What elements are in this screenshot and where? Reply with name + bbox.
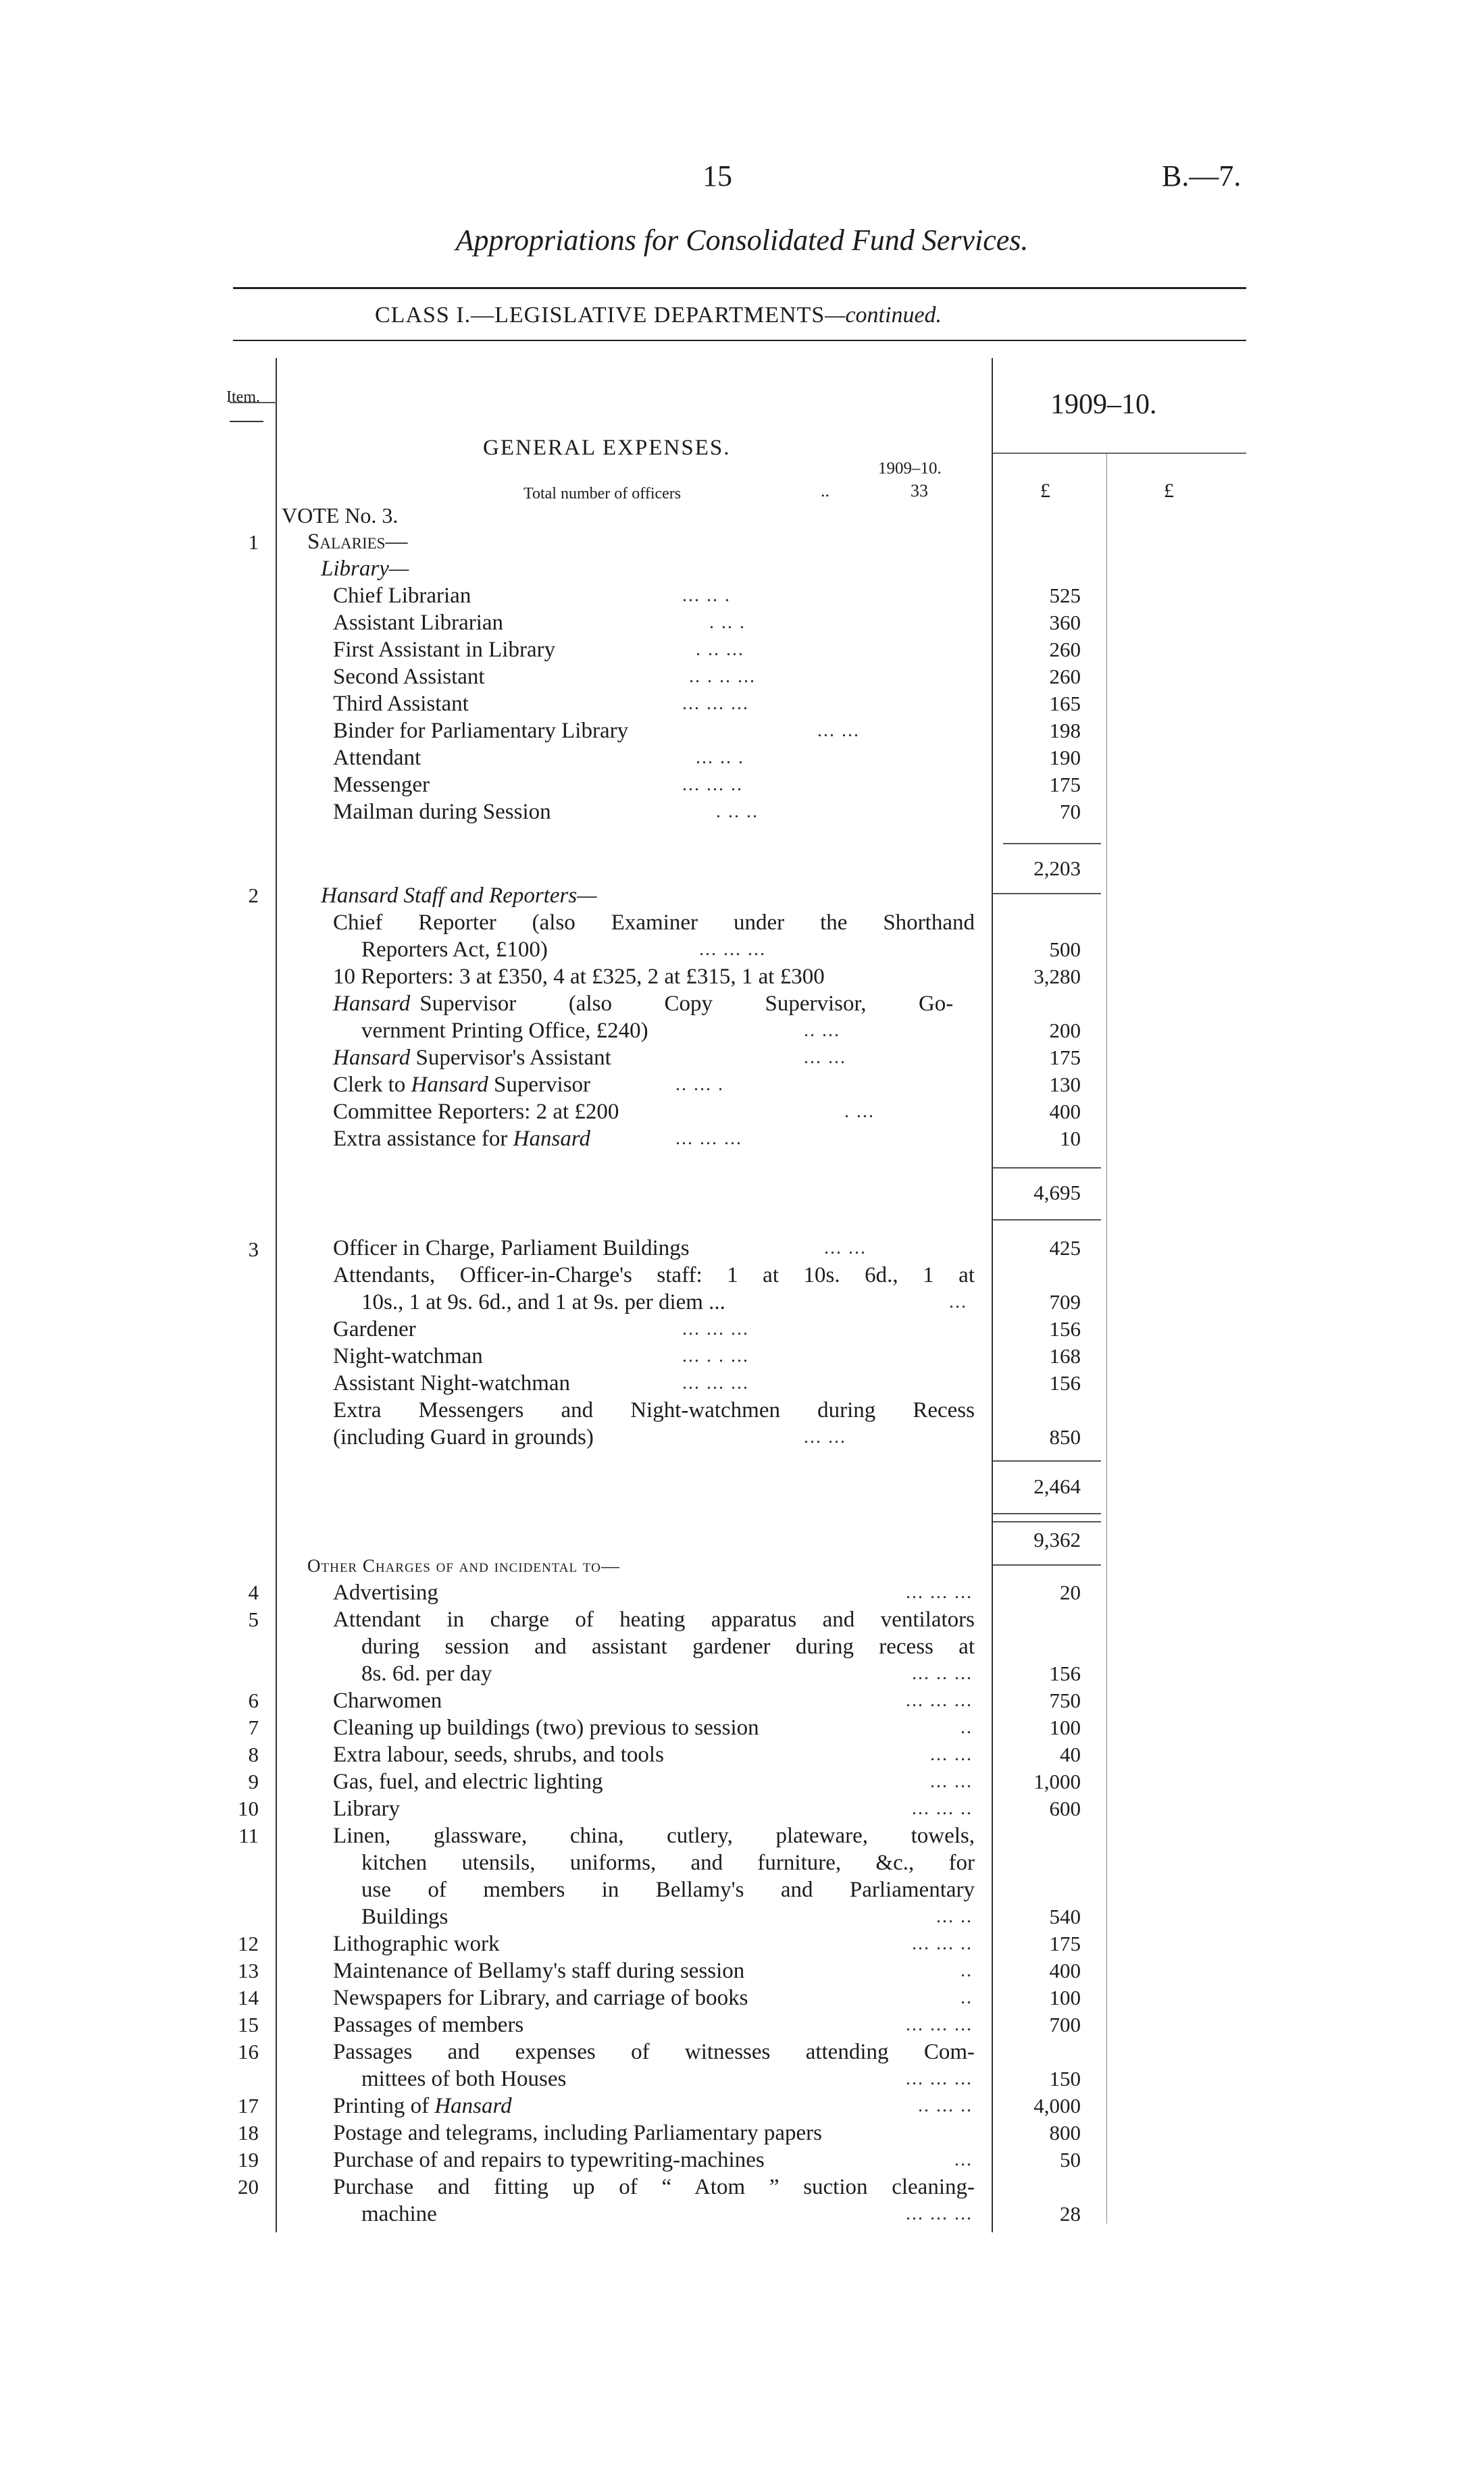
amount: 200 — [1049, 1019, 1081, 1042]
pound-symbol-2: £ — [1164, 480, 1174, 502]
other-charge-text: Gas, fuel, and electric lighting — [333, 1770, 603, 1794]
hansard-item-text: Supervisor (also Copy Supervisor, Go- — [419, 992, 954, 1016]
item-number: 17 — [238, 2094, 259, 2118]
other-charge-text: 8s. 6d. per day — [361, 1662, 492, 1686]
leader-dots: .. — [961, 1960, 973, 1981]
amount: 400 — [1049, 1959, 1081, 1982]
amount: 156 — [1049, 1371, 1081, 1395]
subtotal-rule — [993, 1521, 1101, 1522]
item-number: 4 — [248, 1581, 259, 1604]
leader-dots: ... ... — [817, 720, 860, 741]
buildings-item-text: Assistant Night-watchman — [333, 1371, 571, 1395]
amount: 500 — [1049, 938, 1081, 961]
leader-dots: ... .. — [936, 1906, 973, 1927]
library-item-label: Attendant — [333, 746, 421, 770]
item-number: 9 — [248, 1770, 259, 1793]
amount: 260 — [1049, 665, 1081, 688]
buildings-item-text: Attendants, Officer-in-Charge's staff: 1 at 10s. 6d., 1 at — [333, 1263, 975, 1287]
leader-dots: ... ... — [824, 1237, 867, 1258]
leader-dots: ... ... ... — [906, 2068, 973, 2089]
buildings-item-text: 10s., 1 at 9s. 6d., and 1 at 9s. per diem ... — [361, 1290, 725, 1314]
hansard-term: Hansard — [434, 2094, 512, 2118]
library-item-label: Binder for Parliamentary Library — [333, 719, 629, 743]
leader-dots: ... ... ... — [682, 1372, 749, 1393]
other-charge-text: Linen, glassware, china, cutlery, plateware, towels, — [333, 1824, 975, 1848]
year-header-rule — [993, 453, 1246, 454]
hansard-item-text: Reporters Act, £100) — [361, 938, 548, 962]
item-number: 15 — [238, 2013, 259, 2036]
leader-dots: ... — [954, 2149, 973, 2170]
document-reference: B.—7. — [1162, 159, 1242, 193]
hansard-term: Hansard — [333, 1046, 411, 1070]
other-charge-text: Lithographic work — [333, 1932, 500, 1956]
other-charge-text: Advertising — [333, 1581, 438, 1605]
other-charge-text: Postage and telegrams, including Parliamentary papers — [333, 2121, 822, 2145]
leader-dots: ... — [949, 1291, 967, 1312]
other-charge-text: Attendant in charge of heating apparatus and ventilators — [333, 1608, 975, 1632]
amount: 709 — [1049, 1290, 1081, 1314]
item-number: 13 — [238, 1959, 259, 1982]
hansard-term: Hansard — [411, 1073, 488, 1097]
amount: 100 — [1049, 1986, 1081, 2009]
other-charge-text: Printing of — [333, 2094, 430, 2118]
item-header-rule — [230, 421, 263, 422]
hansard-item-text: Extra assistance for — [333, 1127, 508, 1151]
item-number: 5 — [248, 1608, 259, 1631]
item-number: 14 — [238, 1986, 259, 2009]
amount: 850 — [1049, 1425, 1081, 1449]
item-number: 8 — [248, 1743, 259, 1766]
hansard-item-text: 10 Reporters: 3 at £350, 4 at £325, 2 at £315, 1 at £300 — [333, 965, 825, 989]
library-item-label: First Assistant in Library — [333, 638, 556, 662]
hansard-item-text: Supervisor's Assistant — [415, 1046, 611, 1070]
buildings-item-text: Gardener — [333, 1317, 416, 1341]
leader-dots: ... ... ... — [675, 1128, 742, 1149]
other-charge-text: Maintenance of Bellamy's staff during session — [333, 1959, 745, 1983]
leader-dots: ... ... ... — [699, 939, 766, 960]
subtotal-rule — [993, 1219, 1101, 1221]
hansard-total: 4,695 — [1033, 1181, 1081, 1204]
item-column-rule — [276, 358, 277, 2232]
other-charges-heading: Other Charges of and incidental to— — [307, 1556, 620, 1576]
vote-number: VOTE No. 3. — [282, 503, 399, 528]
page-title: Appropriations for Consolidated Fund Services. — [455, 224, 1029, 257]
hansard-item-text: Supervisor — [494, 1073, 591, 1097]
leader-dots: ... ... ... — [682, 1318, 749, 1339]
amount: 10 — [1060, 1127, 1081, 1150]
hansard-item-row — [333, 1071, 590, 1098]
subtotal-rule — [993, 893, 1101, 894]
leader-dots: ... ... — [930, 1771, 973, 1792]
amount: 156 — [1049, 1317, 1081, 1341]
amount: 360 — [1049, 611, 1081, 634]
other-charge-text: Buildings — [361, 1905, 449, 1929]
officers-year: 1909–10. — [878, 459, 942, 478]
hansard-item-row — [333, 1125, 590, 1152]
other-charge-text: Purchase of and repairs to typewriting-machines — [333, 2148, 765, 2172]
class-title-text: CLASS I.—LEGISLATIVE DEPARTMENTS — [375, 303, 825, 328]
amount-column-rule-2 — [1106, 454, 1107, 2224]
library-item-label: Second Assistant — [333, 665, 485, 689]
hansard-item-row — [333, 990, 975, 1017]
officers-count: 33 — [911, 481, 928, 501]
item-number: 16 — [238, 2040, 259, 2063]
item-number: 11 — [238, 1824, 259, 1847]
hansard-item-text: Committee Reporters: 2 at £200 — [333, 1100, 619, 1124]
leader-dots: ... ... — [804, 1427, 846, 1447]
item-number: 19 — [238, 2148, 259, 2172]
subtotal-rule — [993, 1513, 1101, 1514]
class-title — [375, 303, 942, 328]
other-charge-text: Purchase and fitting up of “ Atom ” suction cleaning- — [333, 2175, 975, 2199]
leader-dots: ... ... — [930, 1744, 973, 1765]
amount: 175 — [1049, 773, 1081, 796]
amount: 150 — [1049, 2067, 1081, 2090]
amount: 70 — [1060, 800, 1081, 823]
subtotal-rule — [993, 1460, 1101, 1462]
item-number: 1 — [248, 530, 259, 554]
leader-dots: ... ... .. — [912, 1798, 973, 1819]
amount: 400 — [1049, 1100, 1081, 1123]
library-item-label: Third Assistant — [333, 692, 469, 716]
leader-dots: .. ... . — [675, 1074, 724, 1095]
library-total: 2,203 — [1033, 856, 1081, 880]
leader-dots: .. — [961, 1987, 973, 2008]
hansard-term: Hansard — [513, 1127, 590, 1151]
year-column-header: 1909–10. — [1050, 389, 1157, 420]
hansard-item-text: Chief Reporter (also Examiner under the Shorthand — [333, 910, 975, 935]
amount: 260 — [1049, 638, 1081, 661]
amount: 425 — [1049, 1236, 1081, 1260]
header-rule — [233, 287, 1246, 289]
subtotal-rule — [993, 1167, 1101, 1169]
subtotal-rule — [993, 1564, 1101, 1566]
amount: 750 — [1049, 1689, 1081, 1712]
item-number: 10 — [238, 1797, 259, 1820]
amount: 40 — [1060, 1743, 1081, 1766]
leader-dots: . .. ... — [696, 639, 744, 660]
leader-dots: ... .. ... — [912, 1663, 973, 1684]
amount: 175 — [1049, 1046, 1081, 1069]
pound-symbol-1: £ — [1040, 480, 1050, 502]
leader-dots: ... ... ... — [906, 2014, 973, 2035]
buildings-item-text: (including Guard in grounds) — [333, 1425, 594, 1449]
item-number: 7 — [248, 1716, 259, 1739]
item-number: 12 — [238, 1932, 259, 1955]
other-charge-text: Passages and expenses of witnesses attending Com- — [333, 2040, 975, 2064]
amount: 700 — [1049, 2013, 1081, 2036]
leader-dots: ... ... ... — [906, 1582, 973, 1603]
amount: 28 — [1060, 2202, 1081, 2226]
other-charge-text: Extra labour, seeds, shrubs, and tools — [333, 1743, 664, 1767]
other-charge-text: Cleaning up buildings (two) previous to session — [333, 1716, 759, 1740]
other-charge-text: Passages of members — [333, 2013, 524, 2037]
leader-dots: ... ... .. — [682, 774, 743, 795]
item-number: 18 — [238, 2121, 259, 2145]
amount: 130 — [1049, 1073, 1081, 1096]
amount: 198 — [1049, 719, 1081, 742]
hansard-item-row — [333, 1044, 611, 1071]
hansard-term: Hansard — [333, 992, 411, 1016]
other-charge-text: during session and assistant gardener during recess at — [361, 1635, 975, 1659]
hansard-heading: Hansard Staff and Reporters— — [321, 883, 597, 908]
amount: 156 — [1049, 1662, 1081, 1685]
library-item-label: Messenger — [333, 773, 430, 797]
leader-dots: ... .. . — [682, 585, 731, 606]
item-number: 20 — [238, 2175, 259, 2199]
library-heading: Library— — [321, 557, 409, 581]
amount: 168 — [1049, 1344, 1081, 1368]
leader-dots: ... ... — [804, 1047, 846, 1068]
leader-dots: ... ... ... — [906, 1690, 973, 1711]
hansard-item-text: vernment Printing Office, £240) — [361, 1019, 648, 1043]
item-number: 6 — [248, 1689, 259, 1712]
buildings-item-text: Night-watchman — [333, 1344, 483, 1368]
other-charge-text: Newspapers for Library, and carriage of books — [333, 1986, 748, 2010]
amount: 600 — [1049, 1797, 1081, 1820]
buildings-item-text: Officer in Charge, Parliament Buildings — [333, 1236, 690, 1260]
amount: 50 — [1060, 2148, 1081, 2172]
buildings-total: 2,464 — [1033, 1474, 1081, 1498]
leader-dots: ... . . ... — [682, 1345, 749, 1366]
library-item-label: Chief Librarian — [333, 584, 471, 608]
leader-dots: .. . .. ... — [689, 666, 756, 687]
leader-dots: ... ... ... — [906, 2203, 973, 2224]
other-charge-text: use of members in Bellamy's and Parliamentary — [361, 1878, 975, 1902]
amount: 100 — [1049, 1716, 1081, 1739]
other-charge-text: mittees of both Houses — [361, 2067, 567, 2091]
leader-dots: ... ... ... — [682, 693, 749, 714]
hansard-item-text: Clerk to — [333, 1073, 406, 1097]
library-item-label: Assistant Librarian — [333, 611, 504, 635]
amount: 165 — [1049, 692, 1081, 715]
leader-dots: ... .. . — [696, 747, 744, 768]
leader-dots: . ... — [844, 1101, 875, 1122]
subtotal-rule — [1003, 843, 1101, 844]
header-rule-2 — [233, 340, 1246, 341]
page-number: 15 — [702, 159, 732, 193]
item-number: 3 — [248, 1237, 259, 1261]
amount: 190 — [1049, 746, 1081, 769]
item-column-header: Item. — [226, 388, 260, 406]
leader-dots: ... ... .. — [912, 1933, 973, 1954]
amount: 540 — [1049, 1905, 1081, 1928]
leader-dots: . .. .. — [716, 801, 759, 822]
other-charge-text: machine — [361, 2202, 437, 2226]
officers-dots: .. — [821, 481, 829, 501]
amount: 175 — [1049, 1932, 1081, 1955]
other-charge-row — [333, 2093, 512, 2120]
amount: 525 — [1049, 584, 1081, 607]
amount: 4,000 — [1033, 2094, 1081, 2118]
amount: 3,280 — [1033, 965, 1081, 988]
other-charge-text: kitchen utensils, uniforms, and furniture, &c., for — [361, 1851, 975, 1875]
class-title-suffix: —continued. — [825, 303, 942, 328]
section-heading: GENERAL EXPENSES. — [483, 436, 731, 460]
officers-label: Total number of officers — [523, 485, 682, 503]
leader-dots: . .. . — [709, 612, 746, 633]
leader-dots: .. ... .. — [918, 2095, 973, 2116]
leader-dots: .. ... — [804, 1020, 840, 1041]
library-item-label: Mailman during Session — [333, 800, 551, 824]
leader-dots: .. — [961, 1717, 973, 1738]
amount: 1,000 — [1033, 1770, 1081, 1793]
buildings-item-text: Extra Messengers and Night-watchmen during Recess — [333, 1398, 975, 1422]
amount: 800 — [1049, 2121, 1081, 2145]
other-charge-text: Library — [333, 1797, 400, 1821]
other-charge-text: Charwomen — [333, 1689, 442, 1713]
amount: 20 — [1060, 1581, 1081, 1604]
salaries-total: 9,362 — [1033, 1528, 1081, 1551]
amount-column-rule — [992, 358, 993, 2232]
item-number: 2 — [248, 883, 259, 907]
salaries-heading: Salaries— — [307, 530, 408, 554]
